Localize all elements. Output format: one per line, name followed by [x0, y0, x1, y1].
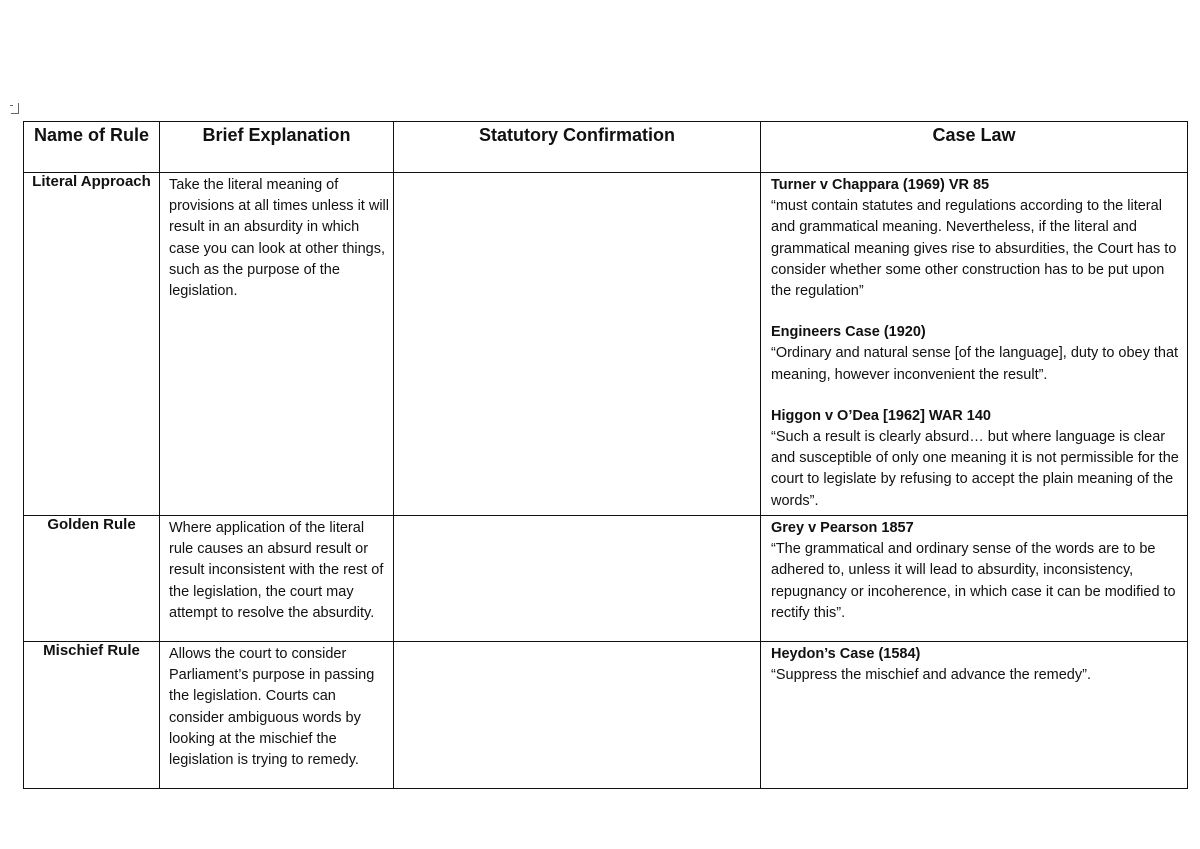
table-row: [24, 642, 1188, 789]
explanation-cell: Allows the court to consider Parliament’s purpose in passing the legislation. Courts can consider ambiguous words by looking at the mischief the legislation is trying to remedy.: [160, 642, 394, 789]
case-quote: “must contain statutes and regulations according to the literal and grammatical meaning. Nevertheless, if the literal and grammatical meaning gives rise to absurdities, the Court has to consider whether some other construction has to be put upon the regulation”: [771, 198, 1177, 300]
case-entry: [771, 175, 1181, 302]
rule-name-cell: Literal Approach: [24, 173, 160, 516]
case-title: Turner v Chappara (1969) VR 85: [771, 177, 990, 193]
case-quote: “The grammatical and ordinary sense of the words are to be adhered to, unless it will lead to absurdity, inconsistency, repugnancy or incoherence, in which case it can be modified to rectify this”.: [771, 541, 1176, 621]
case-title: Higgon v O’Dea [1962] WAR 140: [771, 407, 991, 424]
case-entry: [771, 518, 1181, 624]
header-name-of-rule: Name of Rule: [24, 122, 160, 173]
header-statutory-confirmation: Statutory Confirmation: [394, 122, 761, 173]
case-entry: [771, 644, 1181, 686]
statutory-cell: [394, 516, 761, 642]
table-header-row: [24, 122, 1188, 173]
explanation-cell: Take the literal meaning of provisions at all times unless it will result in an absurdity in which case you can look at other things, such as the purpose of the legislation.: [160, 173, 394, 516]
case-law-cell: [761, 642, 1188, 789]
case-entry: [771, 406, 1181, 512]
case-law-cell: [761, 516, 1188, 642]
case-title: Engineers Case (1920): [771, 324, 926, 341]
rule-name-cell: Mischief Rule: [24, 642, 160, 789]
case-quote: “Suppress the mischief and advance the remedy”.: [771, 667, 1091, 684]
table-row: [24, 173, 1188, 516]
rules-table: [23, 121, 1188, 789]
table-row: [24, 516, 1188, 642]
case-quote: “Ordinary and natural sense [of the language], duty to obey that meaning, however inconvenient the result”.: [771, 345, 1179, 383]
statutory-cell: [394, 173, 761, 516]
case-entry: [771, 322, 1181, 386]
case-law-cell: [761, 173, 1188, 516]
statutory-cell: [394, 642, 761, 789]
header-case-law: Case Law: [761, 122, 1188, 173]
case-quote: “Such a result is clearly absurd… but where language is clear and susceptible of only one meaning it is not permissible for the court to legislate by refusing to accept the plain meaning of the words”.: [771, 429, 1179, 509]
rule-name-cell: Golden Rule: [24, 516, 160, 642]
case-title: Grey v Pearson 1857: [771, 520, 914, 536]
header-brief-explanation: Brief Explanation: [160, 122, 394, 173]
page-corner-marker: [11, 103, 19, 114]
case-title: Heydon’s Case (1584): [771, 646, 921, 662]
explanation-cell: Where application of the literal rule causes an absurd result or result inconsistent with the rest of the legislation, the court may attempt to resolve the absurdity.: [160, 516, 394, 642]
